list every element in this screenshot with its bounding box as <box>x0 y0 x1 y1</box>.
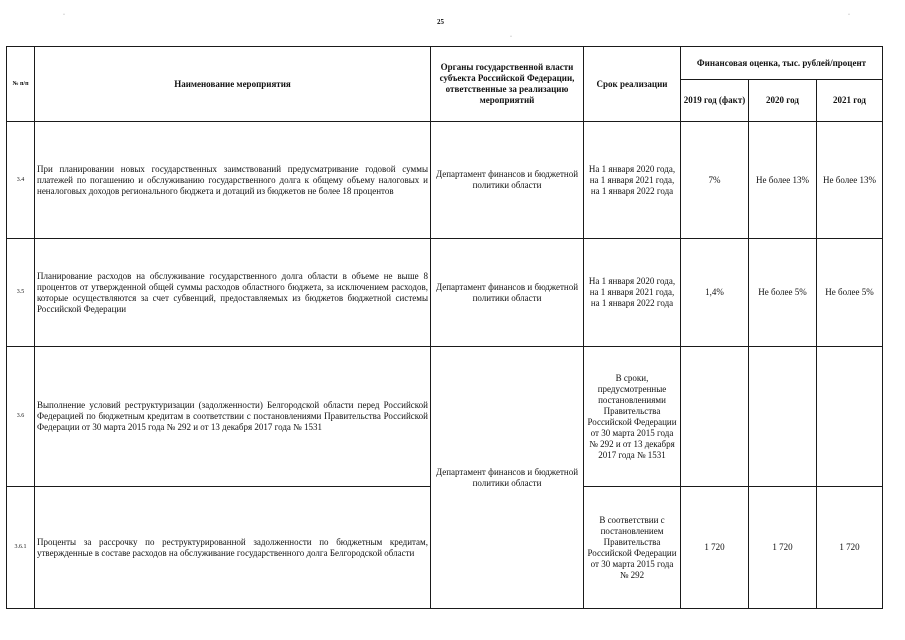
row-term: На 1 января 2020 года, на 1 января 2021 года, на 1 января 2022 года <box>584 122 681 239</box>
measures-table <box>6 46 883 609</box>
row-num: 3.6.1 <box>7 487 35 609</box>
row-num: 3.6 <box>7 347 35 487</box>
header-2020: 2020 год <box>749 80 817 122</box>
row-2021: Не более 13% <box>817 122 883 239</box>
page-number: 25 <box>437 18 444 26</box>
row-term: В соответствии с постановлением Правительства Российской Федерации от 30 марта 2015 года № 292 <box>584 487 681 609</box>
header-term: Срок реализации <box>584 47 681 122</box>
scan-speck: · <box>510 34 512 40</box>
row-2019: 1,4% <box>681 239 749 347</box>
scan-speck: · <box>848 12 850 18</box>
header-name: Наименование мероприятия <box>35 47 431 122</box>
row-2021: Не более 5% <box>817 239 883 347</box>
row-2020: Не более 5% <box>749 239 817 347</box>
header-finance: Финансовая оценка, тыс. рублей/процент <box>681 47 883 80</box>
row-org: Департамент финансов и бюджетной политики области <box>431 239 584 347</box>
header-2021: 2021 год <box>817 80 883 122</box>
row-name: Выполнение условий реструктуризации (задолженности) Белгородской области перед Российской Федерацией по бюджетным кредитам в соответствии с постановлениями Правительства Российской Федерации от 30 марта 2015 года № 292 и от 13 декабря 2017 года № 1531 <box>35 347 431 487</box>
row-term: На 1 января 2020 года, на 1 января 2021 года, на 1 января 2022 года <box>584 239 681 347</box>
row-2021: 1 720 <box>817 487 883 609</box>
header-org: Органы государственной власти субъекта Российской Федерации, ответственные за реализацию мероприятий <box>431 47 584 122</box>
row-org: Департамент финансов и бюджетной политики области <box>431 347 584 609</box>
row-org: Департамент финансов и бюджетной политики области <box>431 122 584 239</box>
row-2021 <box>817 347 883 487</box>
table-row <box>7 239 883 347</box>
table-row <box>7 122 883 239</box>
row-term: В сроки, предусмотренные постановлениями Правительства Российской Федерации от 30 марта 2015 года № 292 и от 13 декабря 2017 года № 1531 <box>584 347 681 487</box>
scan-speck: · <box>63 12 65 18</box>
row-2020 <box>749 347 817 487</box>
row-name: При планировании новых государственных заимствований предусматривание годовой суммы платежей по погашению и обслуживанию государственного долга к общему объему налоговых и неналоговых доходов регионального бюджета и дотаций из бюджетов не более 18 процентов <box>35 122 431 239</box>
row-name: Проценты за рассрочку по реструктурированной задолженности по бюджетным кредитам, утвержденные в составе расходов на обслуживание государственного долга Белгородской области <box>35 487 431 609</box>
row-num: 3.4 <box>7 122 35 239</box>
header-num: № п/п <box>7 47 35 122</box>
table-row <box>7 347 883 487</box>
row-num: 3.5 <box>7 239 35 347</box>
header-2019: 2019 год (факт) <box>681 80 749 122</box>
row-name: Планирование расходов на обслуживание государственного долга области в объеме не выше 8 процентов от утвержденной общей суммы расходов областного бюджета, за исключением расходов, которые осуществляются за счет субвенций, предоставляемых из бюджетов бюджетной системы Российской Федерации <box>35 239 431 347</box>
row-2019: 1 720 <box>681 487 749 609</box>
row-2020: Не более 13% <box>749 122 817 239</box>
row-2019 <box>681 347 749 487</box>
row-2019: 7% <box>681 122 749 239</box>
row-2020: 1 720 <box>749 487 817 609</box>
